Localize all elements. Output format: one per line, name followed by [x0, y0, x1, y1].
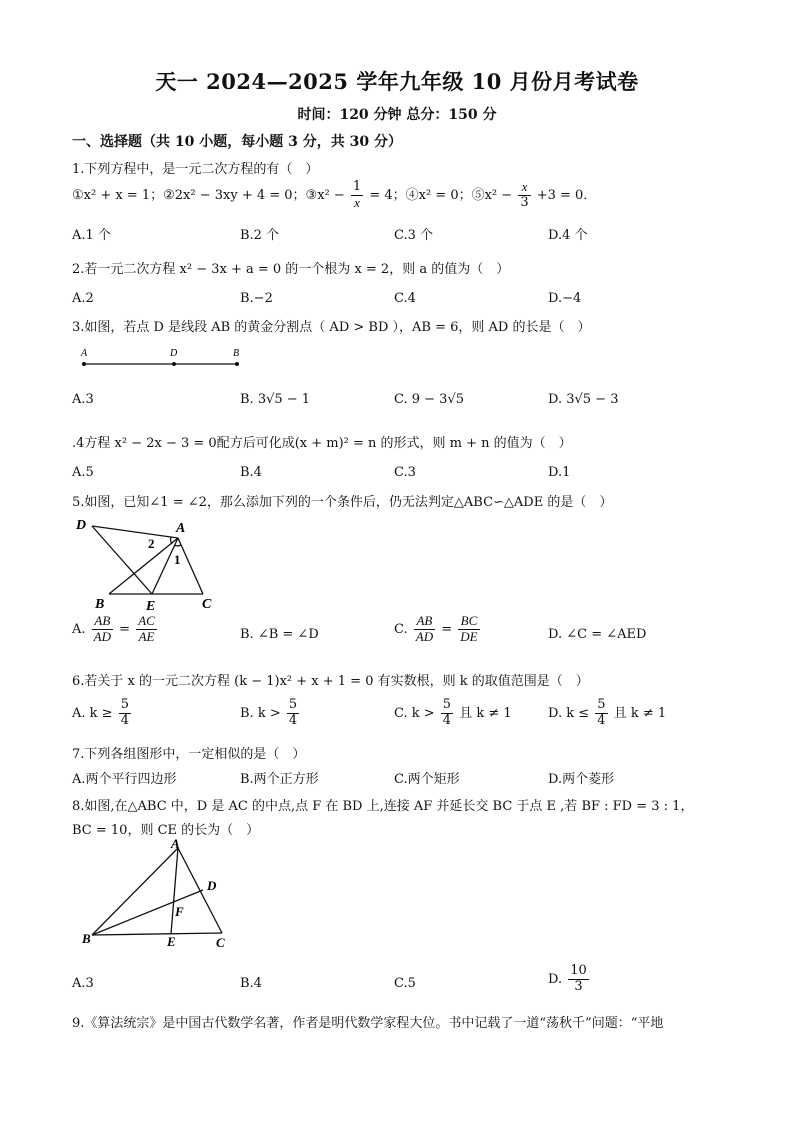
exam-subtitle: 时间：120 分钟 总分：150 分: [297, 107, 497, 123]
label-b: B: [233, 348, 240, 359]
q1-eq-c: +3 = 0．: [536, 187, 597, 203]
label-a: A: [171, 836, 180, 851]
q3-stem: 3.如图，若点 D 是线段 AB 的黄金分割点（ AD > BD ），AB = 6，则 AD 的长是（ ）: [72, 320, 591, 335]
q4-option-b[interactable]: B.4: [240, 465, 262, 480]
q8-option-a[interactable]: A.3: [72, 976, 94, 991]
edge-ab: [92, 848, 178, 935]
section-heading: 一、选择题（共 10 小题，每小题 3 分，共 30 分）: [72, 134, 402, 150]
label-f: F: [175, 904, 184, 919]
edge-da: [92, 526, 178, 538]
q6-option-d[interactable]: D. k ≤ $\frac{5}{4}$ 且 k ≠ 1: [548, 697, 667, 728]
q1-fraction-2: $\frac{x}{3}$: [520, 179, 529, 210]
q6-option-b[interactable]: B. k > $\frac{5}{4}$: [240, 697, 298, 728]
edge-bc: [92, 933, 222, 935]
q6-stem: 6.若关于 x 的一元二次方程 (k − 1)x² + x + 1 = 0 有实数根，则 k 的取值范围是（ ）: [72, 674, 589, 689]
q1-eq-a: ①x² + x = 1；②2x² − 3xy + 4 = 0；③x² −: [72, 187, 345, 203]
q5-option-b[interactable]: B. ∠B = ∠D: [240, 627, 319, 642]
q6-option-c[interactable]: C. k > $\frac{5}{4}$ 且 k ≠ 1: [394, 697, 512, 728]
q4-option-c[interactable]: C.3: [394, 465, 416, 480]
q8-stem-line-2: BC = 10，则 CE 的长为（ ）: [72, 823, 260, 838]
angle-1-arc: [174, 545, 181, 546]
label-d: D: [76, 518, 87, 533]
q1-option-a[interactable]: A.1 个: [72, 228, 111, 243]
edge-ac: [178, 538, 203, 594]
q7-stem: 7.下列各组图形中，一定相似的是（ ）: [72, 747, 306, 762]
q7-option-a[interactable]: A.两个平行四边形: [72, 772, 177, 787]
label-a: A: [81, 348, 88, 359]
q7-option-c[interactable]: C.两个矩形: [394, 772, 460, 787]
q2-option-b[interactable]: B.−2: [240, 291, 273, 306]
q3-option-c[interactable]: C. 9 − 3√5: [394, 392, 465, 407]
q3-option-a[interactable]: A.3: [72, 392, 94, 407]
label-c: C: [216, 935, 225, 950]
label-b: B: [82, 931, 91, 946]
q1-eq-b: = 4；④x² = 0；⑤x² −: [369, 187, 513, 203]
label-d: D: [170, 348, 178, 359]
angle-2-arc: [171, 537, 172, 544]
segment-bd: [92, 890, 203, 935]
segment-ae: [171, 848, 178, 934]
q3-option-d[interactable]: D. 3√5 − 3: [548, 392, 619, 407]
q8-option-b[interactable]: B.4: [240, 976, 262, 991]
q2-stem: 2.若一元二次方程 x² − 3x + a = 0 的一个根为 x = 2，则 a 的值为（ ）: [72, 262, 510, 277]
point-b: [235, 362, 239, 366]
q5-stem: 5.如图，已知∠1 = ∠2，那么添加下列的一个条件后，仍无法判定△ABC∽△ADE 的是（ ）: [72, 495, 613, 510]
q8-option-c[interactable]: C.5: [394, 976, 416, 991]
q2-option-a[interactable]: A.2: [72, 291, 94, 306]
q2-option-d[interactable]: D.−4: [548, 291, 582, 306]
q4-option-d[interactable]: D.1: [548, 465, 571, 480]
q1-option-c[interactable]: C.3 个: [394, 228, 434, 243]
label-e: E: [167, 934, 176, 949]
q5-option-a[interactable]: A. $\frac{AB}{AD}$ = $\frac{AC}{AE}$: [72, 613, 155, 644]
q6-option-a[interactable]: A. k ≥ $\frac{5}{4}$: [72, 697, 129, 728]
q1-option-d[interactable]: D.4 个: [548, 228, 588, 243]
edge-ab: [109, 538, 178, 594]
label-e: E: [146, 599, 156, 614]
q1-equations: [72, 180, 596, 211]
label-b: B: [95, 597, 105, 612]
point-d: [172, 362, 176, 366]
q2-option-c[interactable]: C.4: [394, 291, 416, 306]
label-a: A: [176, 521, 186, 536]
q4-stem: .4方程 x² − 2x − 3 = 0配方后可化成(x + m)² = n 的形式，则 m + n 的值为（ ）: [72, 436, 572, 451]
q5-option-c[interactable]: C. $\frac{AB}{AD}$ = $\frac{BC}{DE}$: [394, 613, 478, 644]
q3-segment-figure: [72, 344, 252, 374]
label-c: C: [202, 597, 212, 612]
label-angle-2: 2: [148, 536, 155, 551]
q1-option-b[interactable]: B.2 个: [240, 228, 280, 243]
q5-triangle-figure: [72, 514, 232, 614]
exam-title: 天一 2024—2025 学年九年级 10 月份月考试卷: [155, 69, 639, 94]
q7-option-b[interactable]: B.两个正方形: [240, 772, 319, 787]
q3-option-b[interactable]: B. 3√5 − 1: [240, 392, 311, 407]
q9-stem: 9.《算法统宗》是中国古代数学名著，作者是明代数学家程大位。书中记载了一道“荡秋千”问题：“平地: [72, 1016, 664, 1031]
q8-stem-line-1: 8.如图,在△ABC 中，D 是 AC 的中点,点 F 在 BD 上,连接 AF 并延长交 BC 于点 E ,若 BF : FD = 3 : 1，: [72, 799, 694, 814]
q7-option-d[interactable]: D.两个菱形: [548, 772, 615, 787]
q5-option-d[interactable]: D. ∠C = ∠AED: [548, 627, 647, 642]
q1-stem: 1.下列方程中，是一元二次方程的有（ ）: [72, 162, 319, 177]
label-angle-1: 1: [174, 552, 181, 567]
q8-triangle-figure: [72, 834, 252, 954]
q8-option-d[interactable]: D. $\frac{10}{3}$: [548, 963, 587, 994]
q4-option-a[interactable]: A.5: [72, 465, 94, 480]
label-d: D: [207, 878, 217, 893]
point-a: [82, 362, 86, 366]
q1-fraction-1: $\frac{1}{x}$: [352, 179, 362, 210]
